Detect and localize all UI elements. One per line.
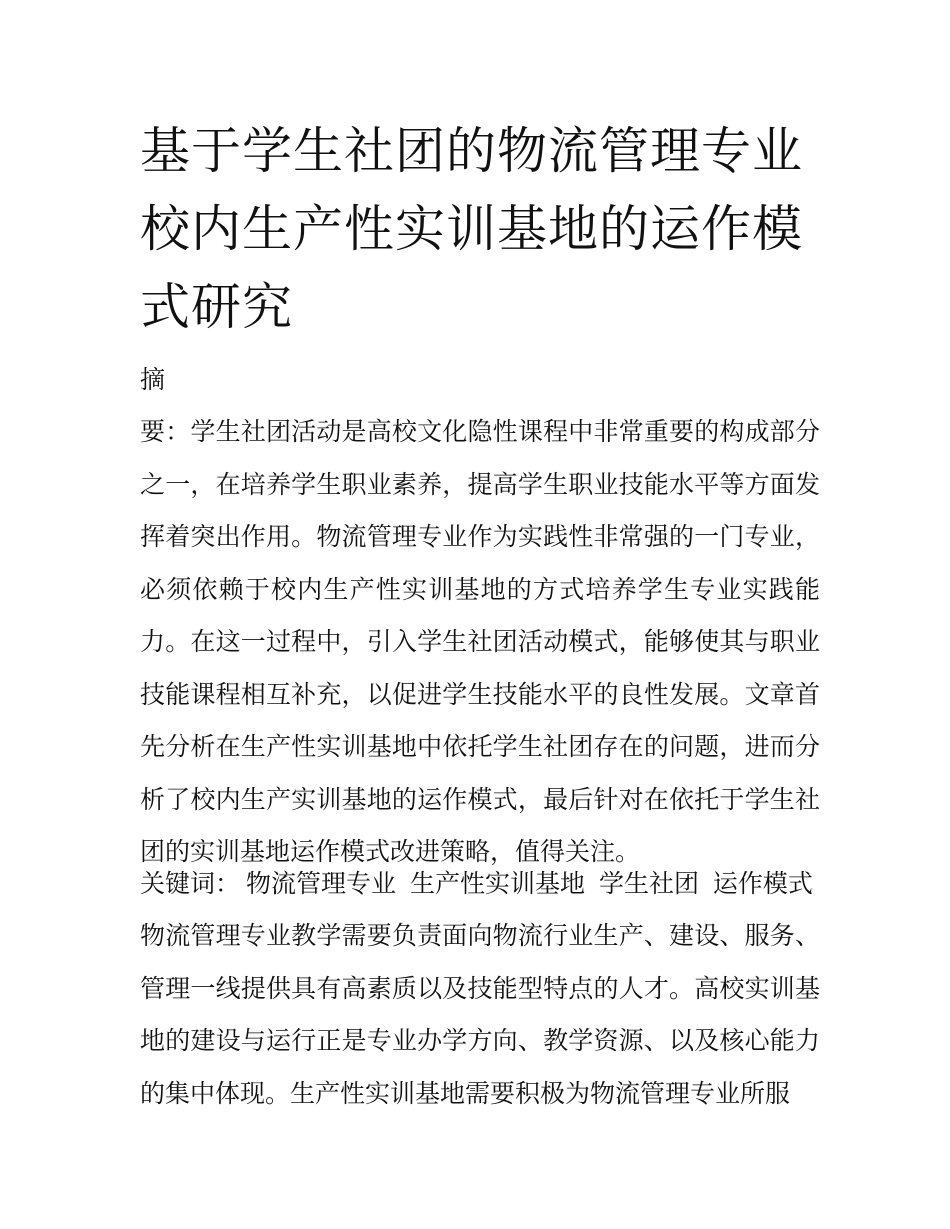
keyword-item: 物流管理专业 [246,869,397,898]
keyword-item: 生产性实训基地 [409,869,585,898]
keywords-label: 关键词： [140,869,241,898]
document-title: 基于学生社团的物流管理专业校内生产性实训基地的运作模式研究 [140,122,803,336]
intro-paragraph: 物流管理专业教学需要负责面向物流行业生产、建设、服务、管理一线提供具有高素质以及技能型特点的人才。高校实训基地的建设与运行正是专业办学方向、教学资源、以及核心能力的集中体现。生产性实训基地需要积极为物流管理专业所服 [140,921,820,1108]
keyword-item: 运作模式 [712,869,813,898]
abstract-text: 要：学生社团活动是高校文化隐性课程中非常重要的构成部分之一，在培养学生职业素养，提高学生职业技能水平等方面发挥着突出作用。物流管理专业作为实践性非常强的一门专业，必须依赖于校内生产性实训基地的方式培养学生专业实践能力。在这一过程中，引入学生社团活动模式，能够使其与职业技能课程相互补充，以促进学生技能水平的良性发展。文章首先分析在生产性实训基地中依托学生社团存在的问题，进而分析了校内生产实训基地的运作模式，最后针对在依托于学生社团的实训基地运作模式改进策略，值得关注。 [140,417,820,866]
keywords-line [140,858,820,911]
abstract-label: 摘 [140,365,166,394]
keyword-item: 学生社团 [598,869,699,898]
